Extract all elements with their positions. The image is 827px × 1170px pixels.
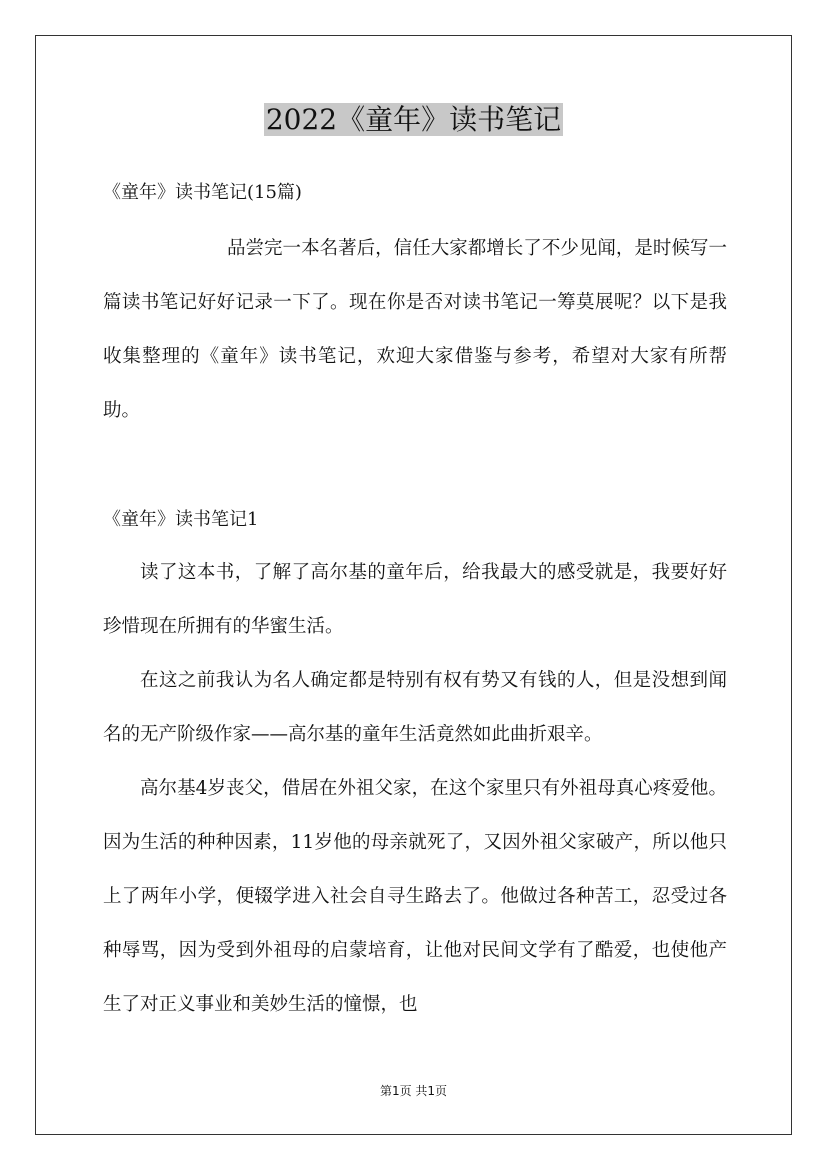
section-heading: 《童年》读书笔记1 (103, 509, 259, 530)
body-paragraph-3: 高尔基4岁丧父，借居在外祖父家，在这个家里只有外祖母真心疼爱他。因为生活的种种因素，11岁他的母亲就死了，又因外祖父家破产，所以他只上了两年小学，便辍学进入社会自寻生路去了。他做过各种苦工，忍受过各种辱骂，因为受到外祖母的启蒙培育，让他对民间文学有了酷爱，也使他产生了对正义事业和美妙生活的憧憬，也 (103, 778, 727, 1015)
document-subtitle: 《童年》读书笔记(15篇) (103, 182, 302, 203)
body-paragraph-2: 在这之前我认为名人确定都是特别有权有势又有钱的人，但是没想到闻名的无产阶级作家——高尔基的童年生活竟然如此曲折艰辛。 (103, 670, 727, 745)
intro-paragraph: 品尝完一本名著后，信任大家都增长了不少见闻，是时候写一篇读书笔记好好记录一下了。现在你是否对读书笔记一筹莫展呢？以下是我收集整理的《童年》读书笔记，欢迎大家借鉴与参考，希望对大家有所帮助。 (103, 238, 727, 421)
page-footer: 第1页 共1页 (379, 1084, 448, 1098)
body-paragraph-1: 读了这本书，了解了高尔基的童年后，给我最大的感受就是，我要好好珍惜现在所拥有的华蜜生活。 (103, 562, 727, 637)
document-title-text: 2022《童年》读书笔记 (265, 103, 562, 136)
document-title (0, 100, 827, 140)
